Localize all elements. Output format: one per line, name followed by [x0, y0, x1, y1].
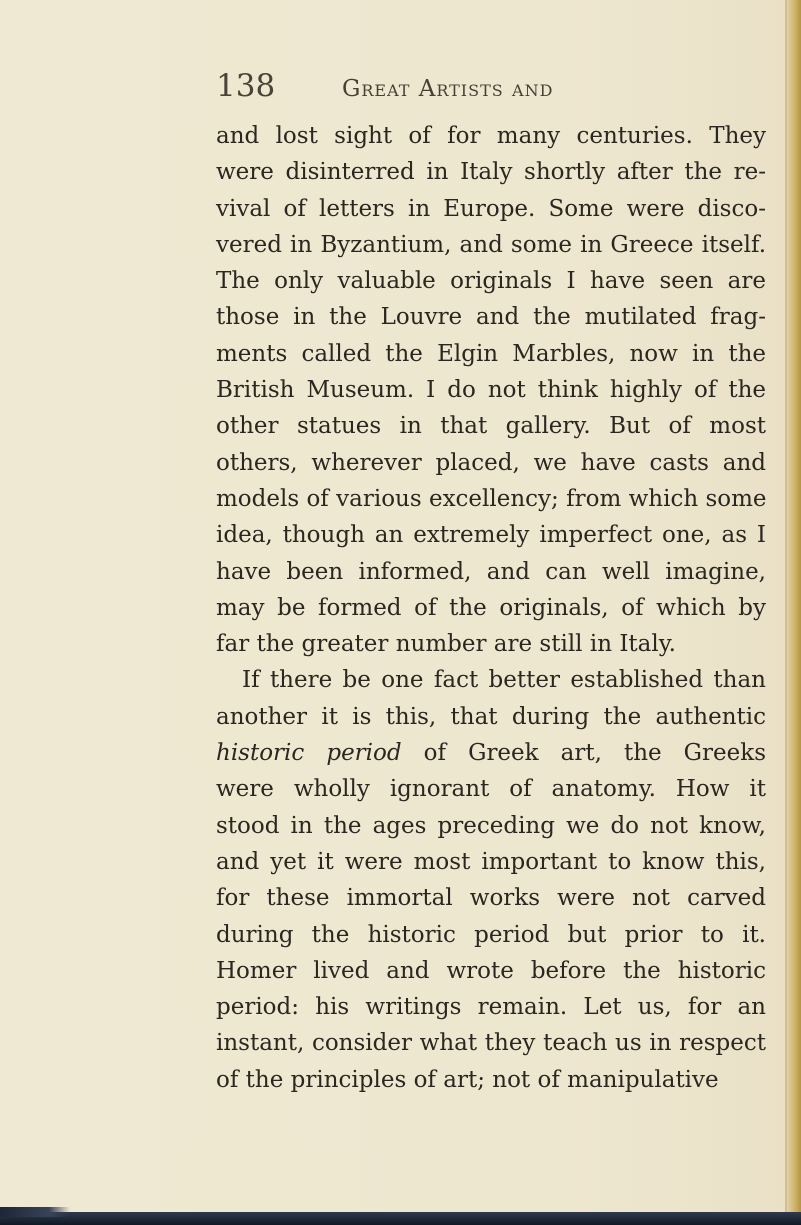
page-number: 138 — [216, 68, 276, 104]
text-line: Homer lived and wrote before the historic — [216, 957, 766, 984]
text-line: another it is this, that during the authentic — [216, 703, 766, 730]
text-line: vival of letters in Europe. Some were disco- — [216, 195, 766, 222]
page-edge-right — [785, 0, 801, 1225]
body-text — [216, 118, 766, 1098]
text-line: were wholly ignorant of anatomy. How it — [216, 776, 766, 803]
text-line: have been informed, and can well imagine, — [216, 558, 766, 585]
text-line: If there be one fact better established than — [242, 667, 766, 694]
text-line: may be formed of the originals, of which by — [216, 594, 766, 621]
text-line: models of various excellency; from which some — [216, 485, 767, 512]
text-line-mixed — [216, 735, 766, 771]
text-line: and yet it were most important to know this, — [216, 848, 766, 875]
page-edge-bottom — [0, 1212, 801, 1225]
text-line: during the historic period but prior to it. — [216, 921, 766, 948]
text-line: those in the Louvre and the mutilated frag- — [216, 304, 766, 331]
text-line: The only valuable originals I have seen are — [216, 268, 766, 295]
text-line: of the principles of art; not of manipulative — [216, 1066, 719, 1093]
page-header — [216, 68, 776, 112]
page-edge-line — [785, 0, 787, 1225]
text-segment: of Greek art, the Greeks — [401, 740, 766, 767]
text-line: far the greater number are still in Italy. — [216, 631, 676, 658]
page-edge-corner — [0, 1207, 70, 1217]
text-line: ments called the Elgin Marbles, now in the — [216, 340, 766, 367]
text-line: instant, consider what they teach us in respect — [216, 1030, 766, 1057]
text-line: for these immortal works were not carved — [216, 885, 766, 912]
text-line: other statues in that gallery. But of most — [216, 413, 766, 440]
text-line: and lost sight of for many centuries. They — [216, 123, 766, 149]
text-line: were disinterred in Italy shortly after the re- — [216, 159, 766, 186]
italic-phrase: historic period — [216, 740, 402, 767]
text-line: period: his writings remain. Let us, for an — [216, 994, 766, 1021]
text-line: idea, though an extremely imperfect one, as I — [216, 522, 766, 549]
text-line: stood in the ages preceding we do not know, — [216, 812, 766, 839]
text-line: others, wherever placed, we have casts and — [216, 449, 766, 476]
text-line: vered in Byzantium, and some in Greece itself. — [216, 231, 766, 258]
text-line: British Museum. I do not think highly of the — [216, 377, 766, 404]
running-head: Great Artists and — [342, 76, 554, 102]
